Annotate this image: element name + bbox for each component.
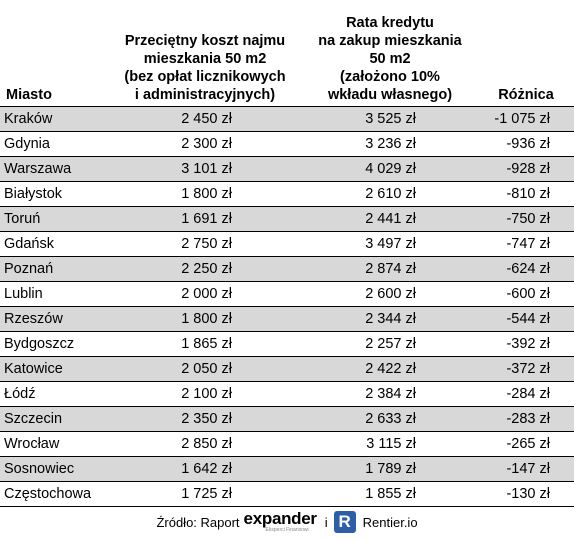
cell-rent: 2 350 zł [181,411,232,427]
header-diff [478,86,574,104]
cell-credit: 4 029 zł [365,161,416,177]
header-rent-line: i administracyjnych) [134,87,276,103]
cell-rent: 2 050 zł [181,361,232,377]
header-credit [298,14,482,104]
source-label: Źródło: Raport [156,514,240,530]
cell-credit: 3 115 zł [366,436,416,452]
cell-diff: -284 zł [506,386,550,402]
cell-credit: 2 257 zł [365,336,416,352]
cell-credit: 3 236 zł [365,136,416,152]
cell-credit: 2 610 zł [365,186,416,202]
cell-city: Łódź [4,386,36,402]
cell-credit: 1 789 zł [365,461,416,477]
cell-city: Rzeszów [4,311,63,327]
rentier-name: Rentier.io [362,514,418,530]
cell-city: Kraków [4,111,53,127]
cell-diff: -810 zł [506,186,550,202]
cell-diff: -265 zł [506,436,550,452]
header-credit-line: Rata kredytu [346,15,434,31]
source-separator: i [324,514,328,530]
cell-diff: -392 zł [506,336,550,352]
cell-diff: -283 zł [506,411,550,427]
table-row [0,382,574,407]
header-rent-line: mieszkania 50 m2 [143,51,267,67]
cell-credit: 2 344 zł [365,311,416,327]
cell-credit: 2 441 zł [365,211,416,227]
cell-credit: 2 384 zł [365,386,416,402]
header-rent [106,32,304,104]
table-row [0,257,574,282]
expander-logo-name: expander [243,509,317,528]
cell-diff: -1 075 zł [494,111,550,127]
expander-logo-tagline: Eksperci Finansowi [265,527,309,533]
table-row [0,407,574,432]
cell-diff: -600 zł [506,286,550,302]
cell-credit: 1 855 zł [365,486,416,502]
table-row [0,107,574,132]
cell-city: Warszawa [4,161,72,177]
rentier-logo-icon: R [334,511,356,533]
cell-rent: 2 000 zł [181,286,232,302]
table-row [0,332,574,357]
cell-diff: -544 zł [506,311,550,327]
cell-diff: -624 zł [506,261,550,277]
cell-rent: 1 725 zł [181,486,232,502]
cell-city: Gdańsk [4,236,54,252]
cell-rent: 2 300 zł [181,136,232,152]
table-row [0,132,574,157]
table-row [0,182,574,207]
cell-credit: 2 422 zł [365,361,416,377]
cell-credit: 2 600 zł [365,286,416,302]
cell-city: Poznań [4,261,54,277]
source-footer [0,507,574,537]
cell-rent: 3 101 zł [181,161,232,177]
table-row [0,157,574,182]
table-row [0,482,574,507]
cell-diff: -130 zł [506,486,550,502]
cell-city: Sosnowiec [4,461,75,477]
cell-diff: -936 zł [506,136,550,152]
cell-city: Wrocław [4,436,60,452]
table-row [0,457,574,482]
table-row [0,357,574,382]
cell-diff: -147 zł [506,461,550,477]
cell-diff: -750 zł [506,211,550,227]
cell-rent: 2 450 zł [181,111,232,127]
cell-rent: 1 800 zł [181,186,232,202]
table-body [0,107,574,507]
header-city [6,86,86,104]
cell-diff: -372 zł [506,361,550,377]
header-rent-line: Przeciętny koszt najmu [124,33,286,49]
cell-city: Białystok [4,186,63,202]
header-rent-line: (bez opłat licznikowych [124,69,286,85]
cell-credit: 3 525 zł [365,111,416,127]
table-row [0,282,574,307]
cell-credit: 3 497 zł [365,236,416,252]
expander-logo [244,511,317,533]
table-row [0,432,574,457]
cell-city: Toruń [4,211,41,227]
cell-rent: 1 691 zł [181,211,232,227]
cell-rent: 1 642 zł [181,461,232,477]
header-city-text: Miasto [6,87,52,103]
table-row [0,207,574,232]
cell-credit: 2 633 zł [365,411,416,427]
header-credit-line: na zakup mieszkania [318,33,462,49]
cell-diff: -747 zł [506,236,550,252]
header-credit-line: wkładu własnego) [327,87,453,103]
cell-credit: 2 874 zł [365,261,416,277]
table-row [0,232,574,257]
cell-city: Bydgoszcz [4,336,75,352]
table-header [0,0,574,107]
cell-city: Katowice [4,361,63,377]
cell-diff: -928 zł [506,161,550,177]
cell-rent: 1 800 zł [181,311,232,327]
header-diff-text: Różnica [498,87,554,103]
cell-city: Lublin [4,286,43,302]
cell-rent: 2 250 zł [181,261,232,277]
cell-city: Szczecin [4,411,63,427]
cell-rent: 1 865 zł [181,336,232,352]
cell-rent: 2 750 zł [181,236,232,252]
cell-city: Gdynia [4,136,50,152]
table-row [0,307,574,332]
cell-rent: 2 100 zł [181,386,232,402]
header-credit-line: 50 m2 [369,51,411,67]
cell-rent: 2 850 zł [181,436,232,452]
cell-city: Częstochowa [4,486,92,502]
header-credit-line: (założono 10% [340,69,440,85]
